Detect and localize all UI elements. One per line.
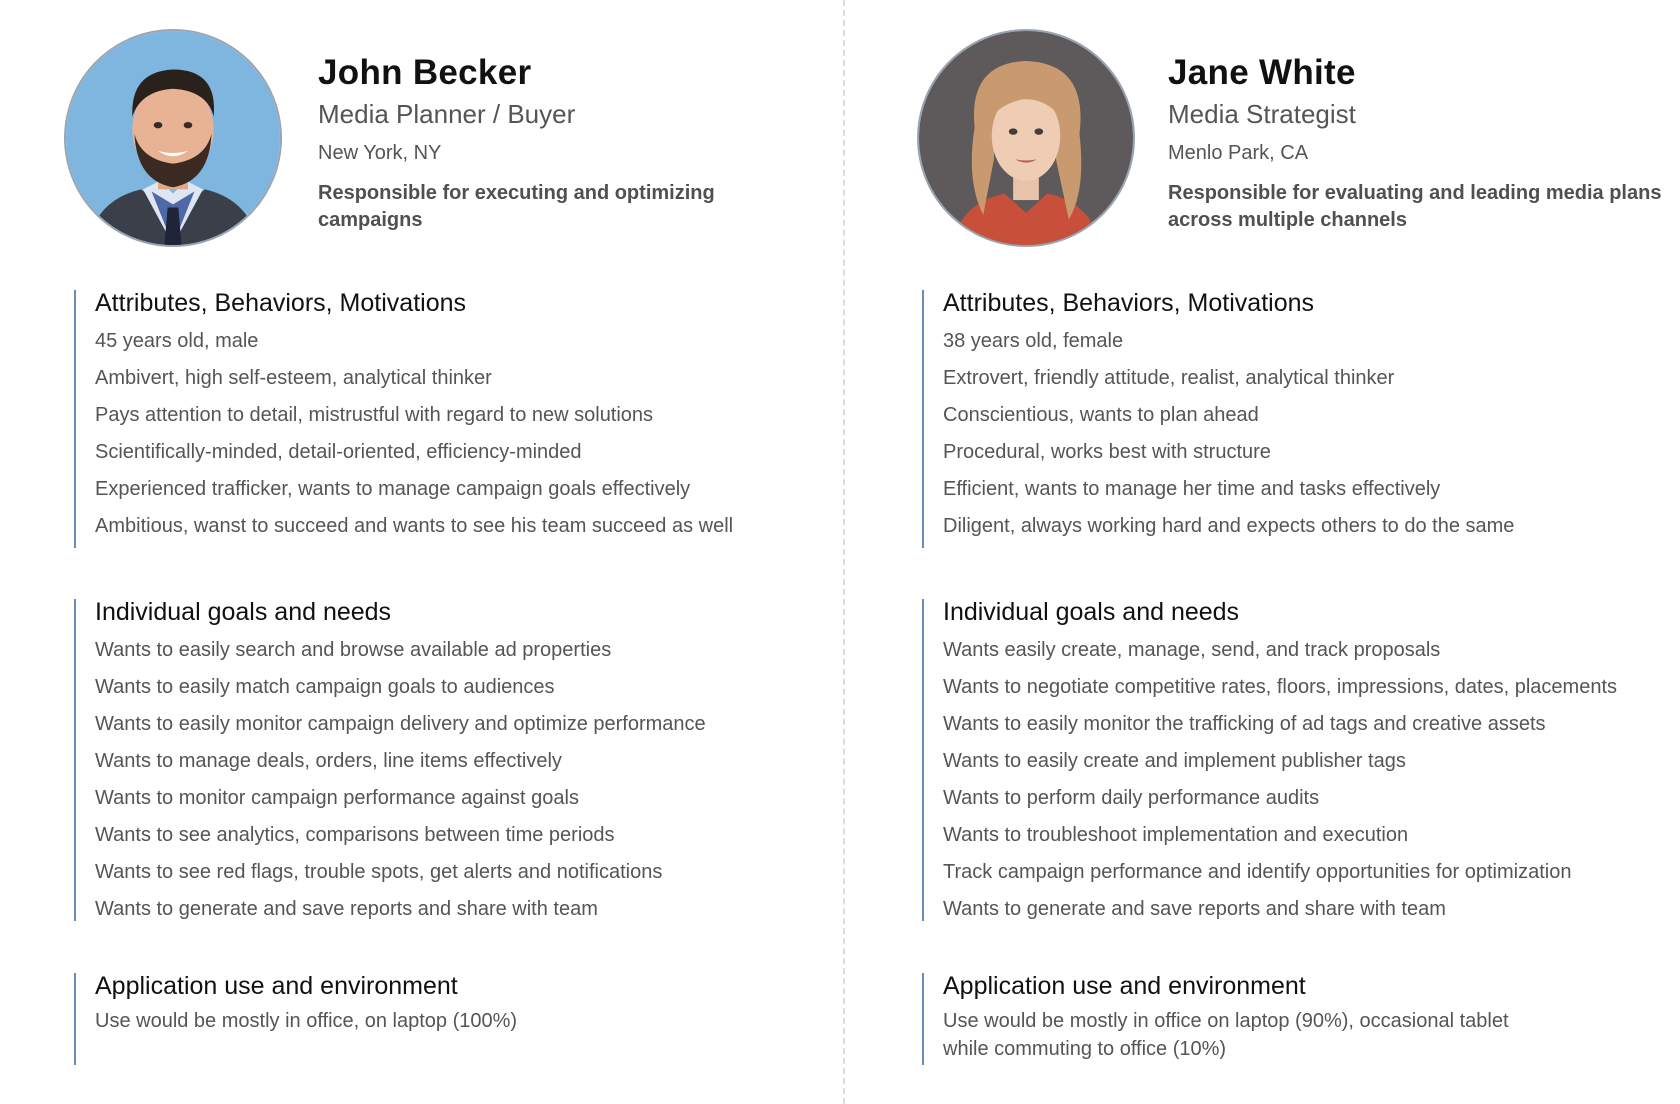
goals-list [95,632,824,928]
environment-text: Use would be mostly in office, on laptop (100%) [95,1010,518,1032]
persona-summary: Responsible for evaluating and leading media plans across multiple channels [1168,182,1662,231]
section-title: Application use and environment [95,972,458,1000]
goals-section [74,599,824,921]
persona-name: Jane White [1168,53,1356,92]
list-item: Pays attention to detail, mistrustful with regard to new solutions [95,404,654,426]
persona-role: Media Strategist [1168,99,1356,129]
list-item: Wants to easily create and implement publisher tags [943,750,1406,772]
persona-summary: Responsible for executing and optimizing campaigns [318,182,715,231]
list-item: Wants to see analytics, comparisons between time periods [95,824,615,846]
list-item: Experienced trafficker, wants to manage campaign goals effectively [95,478,691,500]
list-item: Track campaign performance and identify opportunities for optimization [943,861,1572,883]
section-title: Attributes, Behaviors, Motivations [95,289,466,317]
list-item: Efficient, wants to manage her time and tasks effectively [943,478,1441,500]
attributes-list [943,323,1672,545]
environment-section [74,973,824,1065]
list-item: Wants to easily match campaign goals to audiences [95,676,555,698]
section-title: Individual goals and needs [943,598,1240,626]
avatar [917,29,1135,247]
list-item: Diligent, always working hard and expects others to do the same [943,515,1515,537]
persona-card-jane-white [845,0,1680,1104]
attributes-list [95,323,824,545]
list-item: Ambitious, wanst to succeed and wants to see his team succeed as well [95,515,734,537]
list-item: Wants to easily search and browse available ad properties [95,639,612,661]
list-item: Wants to see red flags, trouble spots, get alerts and notifications [95,861,663,883]
list-item: Wants to perform daily performance audits [943,787,1320,809]
avatar [64,29,282,247]
list-item: 38 years old, female [943,330,1124,352]
section-title: Application use and environment [943,972,1306,1000]
persona-location: New York, NY [318,142,442,164]
persona-header [1168,52,1668,234]
list-item: Scientifically-minded, detail-oriented, efficiency-minded [95,441,582,463]
persona-name: John Becker [318,53,532,92]
list-item: Extrovert, friendly attitude, realist, analytical thinker [943,367,1395,389]
attributes-section [74,290,824,548]
list-item: Wants to generate and save reports and share with team [943,898,1446,920]
list-item: Wants to monitor campaign performance against goals [95,787,579,809]
list-item: Wants to generate and save reports and share with team [95,898,598,920]
list-item: Ambivert, high self-esteem, analytical thinker [95,367,492,389]
list-item: Wants to manage deals, orders, line items effectively [95,750,562,772]
environment-section [922,973,1672,1065]
section-title: Attributes, Behaviors, Motivations [943,289,1314,317]
goals-section [922,599,1672,921]
persona-location: Menlo Park, CA [1168,142,1309,164]
section-title: Individual goals and needs [95,598,392,626]
list-item: 45 years old, male [95,330,259,352]
persona-role: Media Planner / Buyer [318,99,576,129]
list-item: Wants to negotiate competitive rates, floors, impressions, dates, placements [943,676,1618,698]
list-item: Wants to easily monitor the trafficking of ad tags and creative assets [943,713,1546,735]
list-item: Wants to easily monitor campaign delivery and optimize performance [95,713,706,735]
persona-header [318,52,798,234]
portrait-woman-image [919,31,1133,245]
environment-text: Use would be mostly in office on laptop (90%), occasional tablet while commuting to office (10%) [943,1010,1509,1060]
list-item: Wants easily create, manage, send, and track proposals [943,639,1441,661]
portrait-man-image [66,31,280,245]
list-item: Procedural, works best with structure [943,441,1271,463]
list-item: Conscientious, wants to plan ahead [943,404,1259,426]
list-item: Wants to troubleshoot implementation and execution [943,824,1409,846]
goals-list [943,632,1672,928]
attributes-section [922,290,1672,548]
